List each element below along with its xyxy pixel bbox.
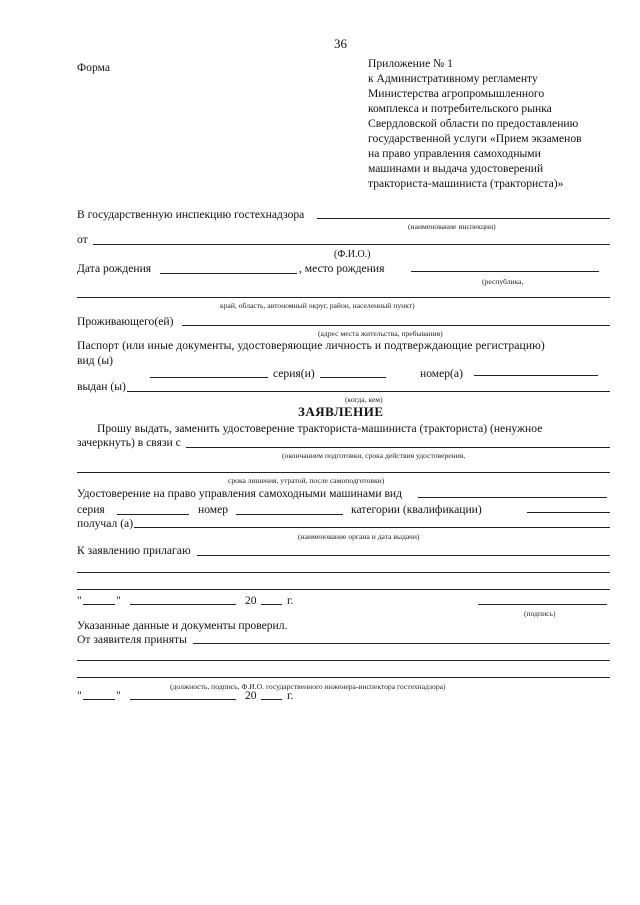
doc-number-label: номер(а)	[420, 367, 463, 380]
quote-close: "	[116, 594, 121, 607]
region-field[interactable]	[77, 297, 610, 298]
inspection-field[interactable]	[317, 218, 610, 219]
issued-field[interactable]	[127, 391, 610, 392]
appendix-line: Приложение № 1	[368, 57, 453, 70]
day-field[interactable]	[83, 699, 115, 700]
year-prefix: 20	[245, 689, 257, 702]
from-label: от	[77, 233, 88, 246]
license-series-field[interactable]	[117, 514, 189, 515]
reason-hint-cont: срока лишения, утратой, после самоподготовки)	[228, 476, 385, 485]
region-hint: край, область, автономный округ, район, населенный пункт)	[220, 301, 415, 310]
attach-field-3[interactable]	[77, 589, 610, 590]
year-suffix: г.	[287, 689, 294, 702]
passport-label: Паспорт (или иные документы, удостоверяющие личность и подтверждающие регистрацию)	[77, 339, 545, 352]
official-field[interactable]	[77, 677, 610, 678]
appendix-line: тракториста-машиниста (тракториста)»	[368, 177, 564, 190]
license-kind-label: Удостоверение на право управления самоходными машинами вид	[77, 487, 403, 500]
signature-field[interactable]	[478, 604, 607, 605]
attach-field[interactable]	[197, 555, 610, 556]
request-text: Прошу выдать, заменить удостоверение тракториста-машиниста (тракториста) (ненужное	[97, 422, 543, 435]
official-hint: (должность, подпись, Ф.И.О. государственного инженера-инспектора гостехнадзора)	[170, 682, 446, 691]
fio-field[interactable]	[93, 244, 610, 245]
accepted-from-label: От заявителя приняты	[77, 633, 187, 646]
appendix-line: на право управления самоходными	[368, 147, 541, 160]
received-hint: (наименование органа и дата выдачи)	[298, 532, 420, 541]
year-field[interactable]	[261, 604, 282, 605]
month-field[interactable]	[130, 604, 236, 605]
appendix-line: государственной услуги «Прием экзаменов	[368, 132, 582, 145]
license-number-label: номер	[198, 503, 229, 516]
categories-label: категории (квалификации)	[351, 503, 482, 516]
appendix-line: Министерства агропромышленного	[368, 87, 545, 100]
attach-label: К заявлению прилагаю	[77, 544, 191, 557]
received-label: получал (а)	[77, 517, 134, 530]
year-prefix: 20	[245, 594, 257, 607]
license-number-field[interactable]	[236, 514, 343, 515]
birth-place-field[interactable]	[411, 271, 599, 272]
appendix-line: Свердловской области по предоставлению	[368, 117, 579, 130]
day-field[interactable]	[83, 604, 115, 605]
fio-hint: (Ф.И.О.)	[334, 249, 371, 260]
verified-label: Указанные данные и документы проверил.	[77, 619, 288, 632]
birth-date-field[interactable]	[160, 273, 297, 274]
categories-field[interactable]	[527, 512, 610, 513]
address-hint: (адрес места жительства, пребывания)	[318, 329, 443, 338]
accepted-field-2[interactable]	[77, 660, 610, 661]
birth-place-label: , место рождения	[299, 262, 385, 275]
year-suffix: г.	[287, 594, 294, 607]
inspection-hint: (наименование инспекции)	[408, 222, 496, 231]
quote-open: "	[77, 594, 82, 607]
page-number: 36	[334, 36, 347, 51]
request-text-cont: зачеркнуть) в связи с	[77, 436, 181, 449]
reason-field-cont[interactable]	[77, 472, 610, 473]
birth-date-label: Дата рождения	[77, 262, 152, 275]
received-field[interactable]	[134, 527, 610, 528]
residing-label: Проживающего(ей)	[77, 315, 174, 328]
month-field[interactable]	[130, 699, 236, 700]
quote-open: "	[77, 689, 82, 702]
reason-hint: (окончанием подготовки, срока действия удостоверения,	[282, 451, 466, 460]
appendix-line: комплекса и потребительского рынка	[368, 102, 552, 115]
doc-kind-field[interactable]	[150, 377, 268, 378]
statement-title: ЗАЯВЛЕНИЕ	[298, 404, 384, 419]
doc-kind-label: вид (ы)	[77, 354, 113, 367]
form-label: Форма	[77, 61, 110, 74]
issued-hint: (когда, кем)	[345, 395, 383, 404]
quote-close: "	[116, 689, 121, 702]
republic-hint: (республика,	[482, 277, 524, 286]
accepted-field[interactable]	[193, 643, 610, 644]
doc-series-field[interactable]	[320, 377, 386, 378]
doc-series-label: серия(и)	[273, 367, 315, 380]
license-kind-field[interactable]	[418, 497, 607, 498]
issued-label: выдан (ы)	[77, 380, 126, 393]
signature-hint: (подпись)	[524, 609, 556, 618]
appendix-line: к Административному регламенту	[368, 72, 538, 85]
doc-number-field[interactable]	[474, 375, 598, 376]
appendix-line: машинами и выдача удостоверений	[368, 162, 544, 175]
address-field[interactable]	[182, 325, 610, 326]
attach-field-2[interactable]	[77, 572, 610, 573]
to-inspection-label: В государственную инспекцию гостехнадзора	[77, 208, 305, 221]
license-series-label: серия	[77, 503, 105, 516]
reason-field[interactable]	[186, 447, 610, 448]
year-field[interactable]	[261, 699, 282, 700]
